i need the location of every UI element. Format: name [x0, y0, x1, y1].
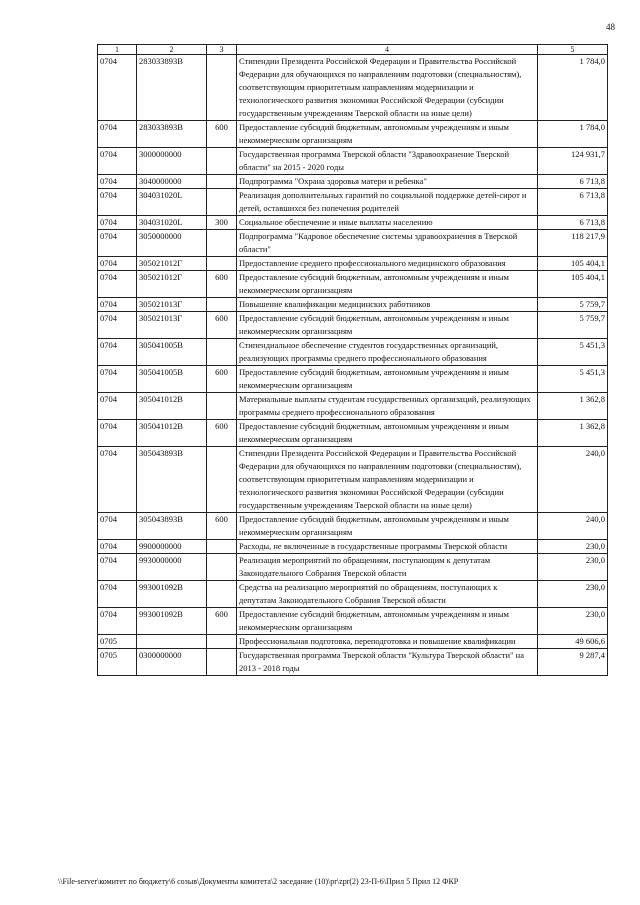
cell-name: Предоставление субсидий бюджетным, автономным учреждениям и иным некоммерческим организациям — [237, 271, 538, 298]
cell-amount: 124 931,7 — [538, 148, 608, 175]
table-row — [98, 189, 608, 216]
cell-expense-type — [207, 649, 237, 676]
header-col-3: 3 — [207, 45, 237, 55]
cell-amount: 1 362,8 — [538, 420, 608, 447]
table-row — [98, 635, 608, 649]
cell-name: Стипендии Президента Российской Федерации и Правительства Российской Федерации для обучающихся по направлениям подготовки (специальностям), соответствующим приоритетным направлениям модернизации и технологического развития экономики Российской Федерации (субсидии государственным учреждениям Тверской области на иные цели) — [237, 447, 538, 513]
header-col-2: 2 — [137, 45, 207, 55]
cell-name: Предоставление субсидий бюджетным, автономным учреждениям и иным некоммерческим организациям — [237, 513, 538, 540]
cell-expense-type — [207, 55, 237, 121]
cell-section: 0704 — [98, 540, 137, 554]
table-row — [98, 447, 608, 513]
cell-amount: 6 713,8 — [538, 189, 608, 216]
cell-target-code: 3000000000 — [137, 148, 207, 175]
cell-name: Предоставление субсидий бюджетным, автономным учреждениям и иным некоммерческим организациям — [237, 608, 538, 635]
cell-section: 0704 — [98, 393, 137, 420]
cell-section: 0705 — [98, 635, 137, 649]
cell-section: 0704 — [98, 55, 137, 121]
cell-amount: 5 759,7 — [538, 298, 608, 312]
table-row — [98, 554, 608, 581]
cell-expense-type: 600 — [207, 312, 237, 339]
cell-amount: 105 404,1 — [538, 271, 608, 298]
cell-section: 0704 — [98, 366, 137, 393]
cell-name: Профессиональная подготовка, переподготовка и повышение квалификации — [237, 635, 538, 649]
cell-name: Расходы, не включенные в государственные программы Тверской области — [237, 540, 538, 554]
cell-section: 0704 — [98, 608, 137, 635]
cell-amount: 230,0 — [538, 608, 608, 635]
cell-expense-type — [207, 298, 237, 312]
cell-amount: 1 362,8 — [538, 393, 608, 420]
cell-name: Подпрограмма "Кадровое обеспечение системы здравоохранения в Тверской области" — [237, 230, 538, 257]
cell-name: Материальные выплаты студентам государственных организаций, реализующих программы среднего профессионального образования — [237, 393, 538, 420]
cell-target-code: 305021013Г — [137, 298, 207, 312]
cell-expense-type: 600 — [207, 608, 237, 635]
cell-target-code: 305021012Г — [137, 257, 207, 271]
cell-expense-type: 600 — [207, 121, 237, 148]
table-row — [98, 298, 608, 312]
cell-target-code: 305021012Г — [137, 271, 207, 298]
cell-expense-type — [207, 148, 237, 175]
cell-name: Стипендии Президента Российской Федерации и Правительства Российской Федерации для обучающихся по направлениям подготовки (специальностям), соответствующим приоритетным направлениям модернизации и технологического развития экономики Российской Федерации (субсидии государственным учреждениям Тверской области на иные цели) — [237, 55, 538, 121]
cell-amount: 5 451,3 — [538, 366, 608, 393]
cell-name: Реализация дополнительных гарантий по социальной поддержке детей-сирот и детей, оставшихся без попечения родителей — [237, 189, 538, 216]
cell-target-code: 283033893В — [137, 121, 207, 148]
cell-target-code: 305041005В — [137, 366, 207, 393]
cell-expense-type: 600 — [207, 513, 237, 540]
table-row — [98, 230, 608, 257]
cell-expense-type — [207, 581, 237, 608]
cell-name: Предоставление субсидий бюджетным, автономным учреждениям и иным некоммерческим организациям — [237, 121, 538, 148]
cell-amount: 9 287,4 — [538, 649, 608, 676]
cell-target-code: 304031020L — [137, 216, 207, 230]
cell-section: 0704 — [98, 271, 137, 298]
cell-amount: 1 784,0 — [538, 55, 608, 121]
cell-name: Государственная программа Тверской области "Культура Тверской области" на 2013 - 2018 годы — [237, 649, 538, 676]
table-row — [98, 608, 608, 635]
table-row — [98, 121, 608, 148]
cell-section: 0704 — [98, 230, 137, 257]
cell-expense-type — [207, 635, 237, 649]
cell-section: 0704 — [98, 175, 137, 189]
cell-expense-type — [207, 189, 237, 216]
table-row — [98, 420, 608, 447]
cell-target-code: 0300000000 — [137, 649, 207, 676]
table-row — [98, 216, 608, 230]
cell-target-code: 304031020L — [137, 189, 207, 216]
cell-name: Стипендиальное обеспечение студентов государственных организаций, реализующих программы среднего профессионального образования — [237, 339, 538, 366]
cell-section: 0704 — [98, 420, 137, 447]
table-row — [98, 55, 608, 121]
cell-name: Предоставление субсидий бюджетным, автономным учреждениям и иным некоммерческим организациям — [237, 420, 538, 447]
cell-expense-type — [207, 554, 237, 581]
header-col-5: 5 — [538, 45, 608, 55]
header-col-1: 1 — [98, 45, 137, 55]
cell-target-code: 993001092В — [137, 608, 207, 635]
table-row — [98, 339, 608, 366]
cell-amount: 5 759,7 — [538, 312, 608, 339]
cell-amount: 105 404,1 — [538, 257, 608, 271]
cell-amount: 240,0 — [538, 513, 608, 540]
table-row — [98, 271, 608, 298]
cell-section: 0704 — [98, 189, 137, 216]
table-header-row — [98, 45, 608, 55]
cell-amount: 1 784,0 — [538, 121, 608, 148]
cell-amount: 49 606,6 — [538, 635, 608, 649]
cell-name: Предоставление субсидий бюджетным, автономным учреждениям и иным некоммерческим организациям — [237, 366, 538, 393]
header-col-4: 4 — [237, 45, 538, 55]
cell-amount: 5 451,3 — [538, 339, 608, 366]
cell-target-code: 3050000000 — [137, 230, 207, 257]
cell-amount: 230,0 — [538, 540, 608, 554]
cell-expense-type: 300 — [207, 216, 237, 230]
cell-target-code: 305043893В — [137, 513, 207, 540]
cell-section: 0704 — [98, 312, 137, 339]
cell-expense-type — [207, 393, 237, 420]
table-row — [98, 175, 608, 189]
cell-expense-type: 600 — [207, 366, 237, 393]
cell-section: 0704 — [98, 121, 137, 148]
cell-name: Социальное обеспечение и иные выплаты населению — [237, 216, 538, 230]
cell-section: 0705 — [98, 649, 137, 676]
cell-expense-type — [207, 175, 237, 189]
cell-expense-type — [207, 447, 237, 513]
cell-section: 0704 — [98, 581, 137, 608]
cell-target-code: 305041005В — [137, 339, 207, 366]
cell-expense-type — [207, 339, 237, 366]
cell-name: Предоставление субсидий бюджетным, автономным учреждениям и иным некоммерческим организациям — [237, 312, 538, 339]
table-row — [98, 581, 608, 608]
cell-name: Повышение квалификации медицинских работников — [237, 298, 538, 312]
table-row — [98, 366, 608, 393]
cell-expense-type: 600 — [207, 420, 237, 447]
cell-section: 0704 — [98, 339, 137, 366]
cell-name: Государственная программа Тверской области "Здравоохранение Тверской области" на 2015 - 2020 годы — [237, 148, 538, 175]
cell-section: 0704 — [98, 513, 137, 540]
cell-expense-type — [207, 230, 237, 257]
cell-amount: 6 713,8 — [538, 216, 608, 230]
cell-section: 0704 — [98, 447, 137, 513]
footer-path: \\File-server\комитет по бюджету\6 созыв\Документы комитета\2 заседание (10)\pr\zpr(2) 23-П-6\Прил 5 Прил 12 ФКР — [58, 877, 459, 886]
table-row — [98, 393, 608, 420]
cell-section: 0704 — [98, 554, 137, 581]
cell-target-code: 305043893В — [137, 447, 207, 513]
cell-name: Средства на реализацию мероприятий по обращениям, поступающих к депутатам Законодательного Собрания Тверской области — [237, 581, 538, 608]
cell-amount: 6 713,8 — [538, 175, 608, 189]
table-row — [98, 513, 608, 540]
table-body — [98, 55, 608, 676]
budget-table — [97, 44, 608, 676]
cell-amount: 230,0 — [538, 554, 608, 581]
table-row — [98, 649, 608, 676]
cell-target-code: 9900000000 — [137, 540, 207, 554]
cell-section: 0704 — [98, 148, 137, 175]
cell-expense-type — [207, 257, 237, 271]
cell-target-code: 305041012В — [137, 393, 207, 420]
cell-amount: 230,0 — [538, 581, 608, 608]
cell-expense-type: 600 — [207, 271, 237, 298]
cell-section: 0704 — [98, 257, 137, 271]
cell-target-code: 993001092В — [137, 581, 207, 608]
cell-expense-type — [207, 540, 237, 554]
cell-name: Подпрограмма "Охрана здоровья матери и ребенка" — [237, 175, 538, 189]
cell-target-code: 3040000000 — [137, 175, 207, 189]
cell-target-code: 305021013Г — [137, 312, 207, 339]
cell-section: 0704 — [98, 298, 137, 312]
cell-name: Предоставление среднего профессионального медицинского образования — [237, 257, 538, 271]
cell-amount: 118 217,9 — [538, 230, 608, 257]
cell-amount: 240,0 — [538, 447, 608, 513]
cell-target-code: 305041012В — [137, 420, 207, 447]
table-row — [98, 257, 608, 271]
cell-target-code: 283033893В — [137, 55, 207, 121]
cell-section: 0704 — [98, 216, 137, 230]
table-row — [98, 312, 608, 339]
cell-name: Реализация мероприятий по обращениям, поступающим к депутатам Законодательного Собрания Тверской области — [237, 554, 538, 581]
page-number: 48 — [606, 22, 615, 32]
cell-target-code: 9930000000 — [137, 554, 207, 581]
cell-target-code — [137, 635, 207, 649]
table-row — [98, 148, 608, 175]
table-row — [98, 540, 608, 554]
